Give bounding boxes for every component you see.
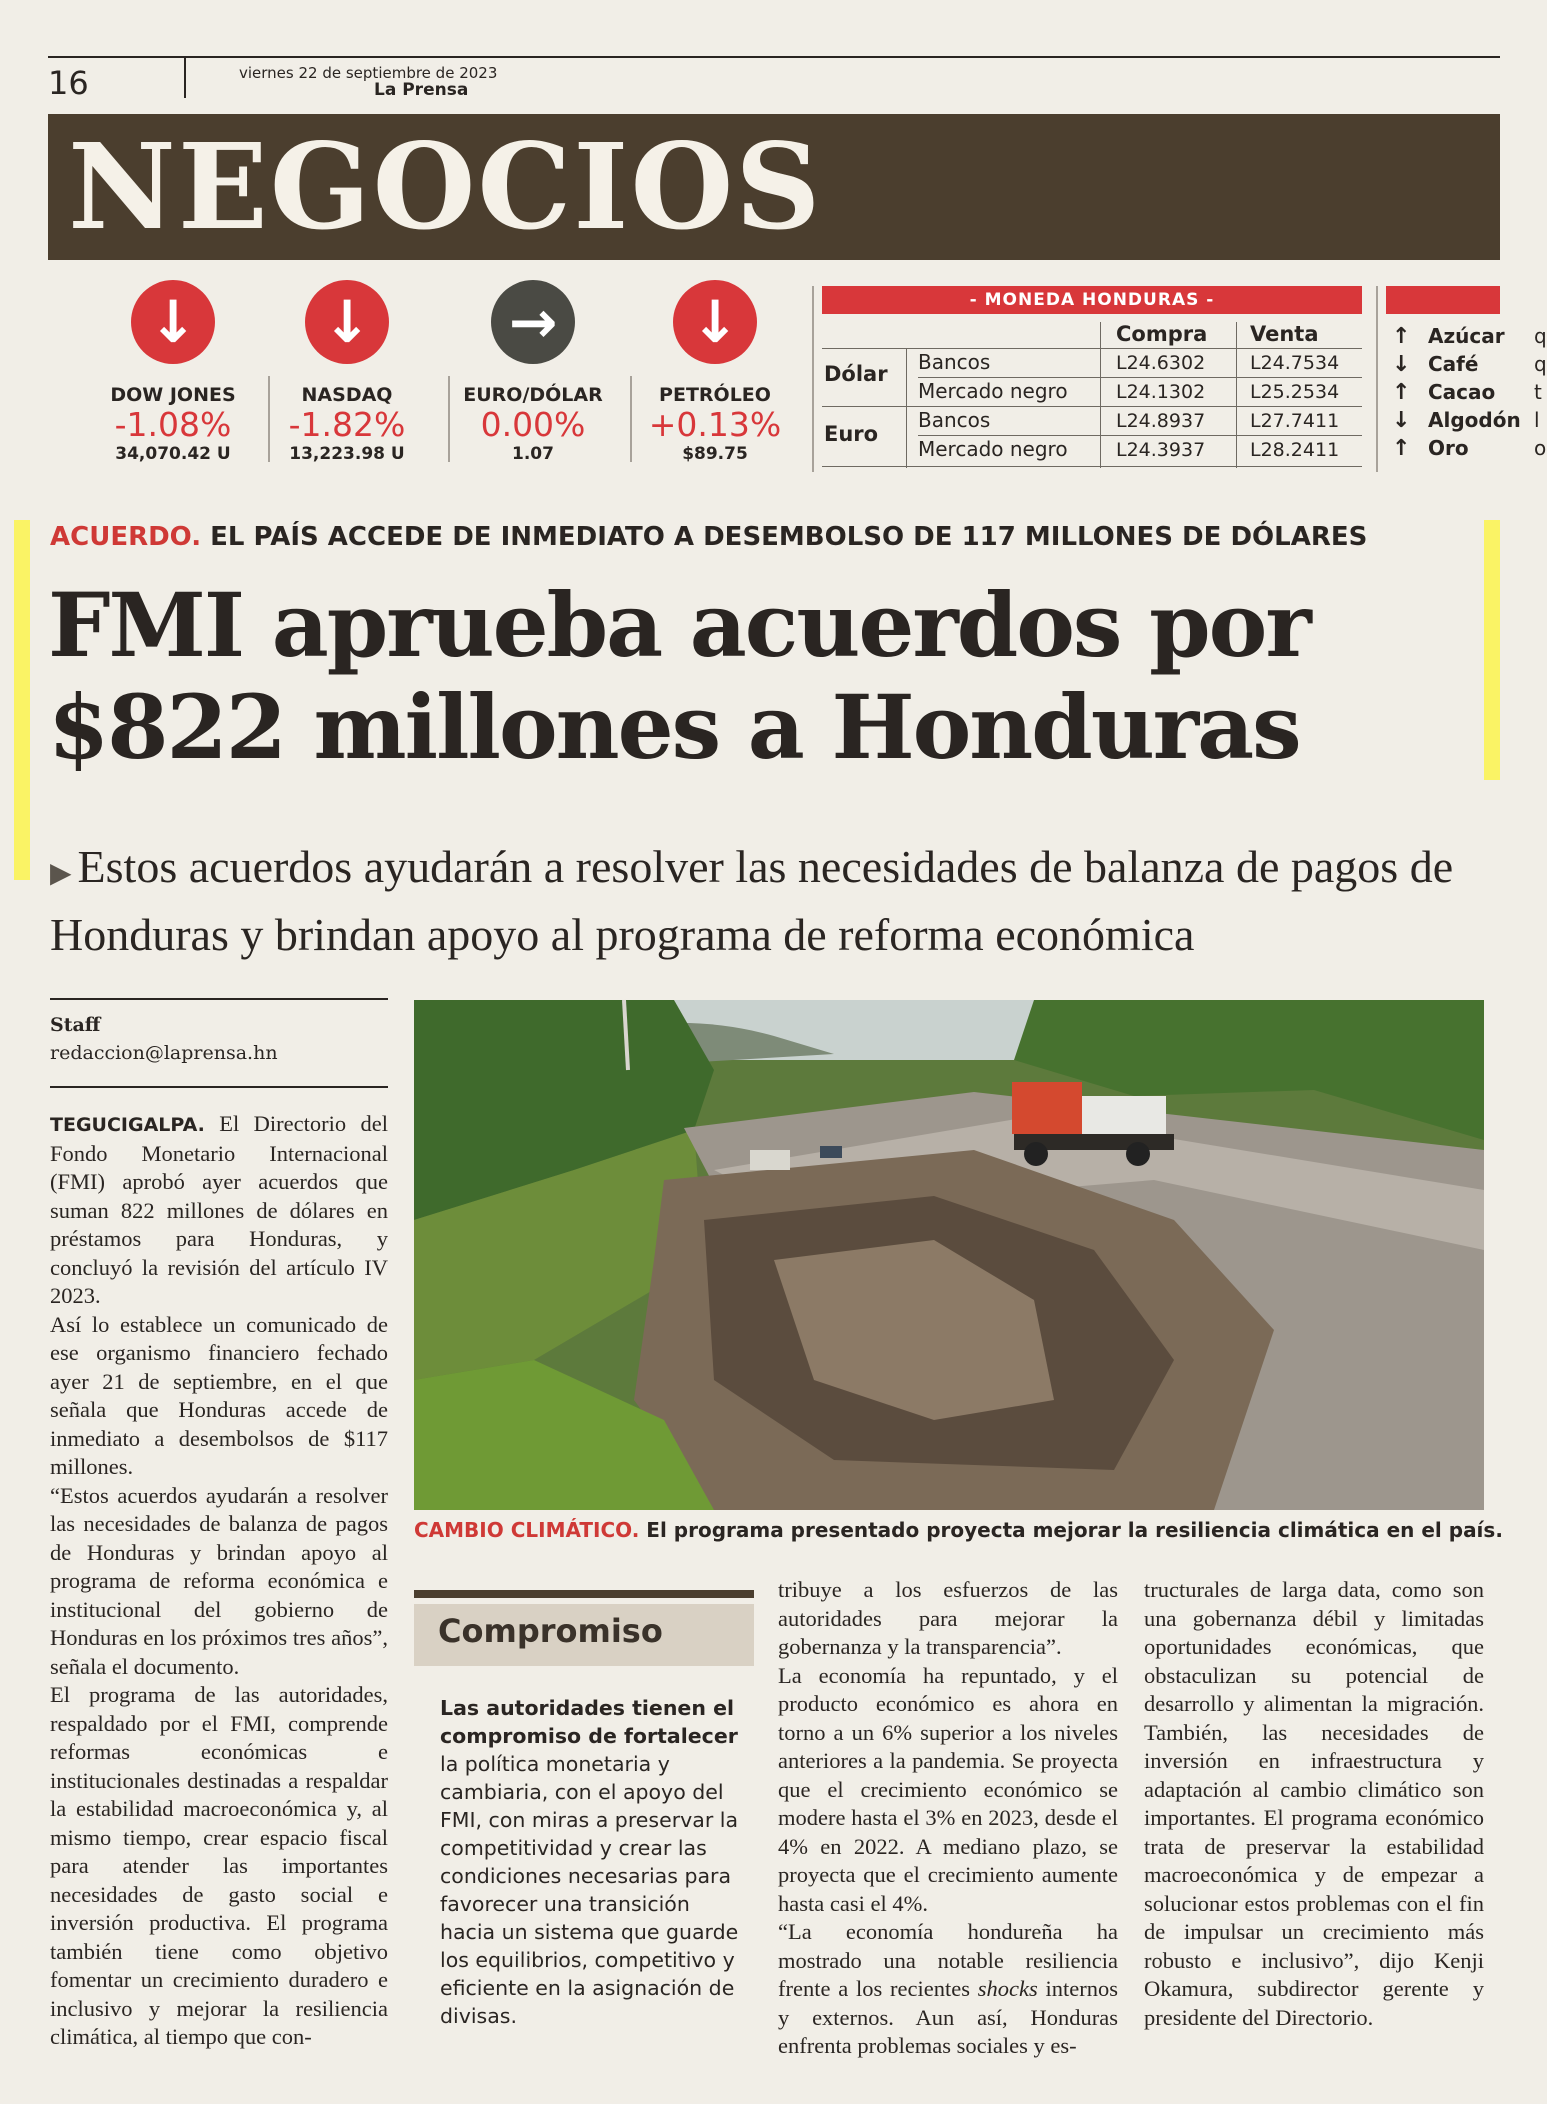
commodity-value-cut: l — [1534, 408, 1540, 432]
commodities-divider — [1376, 286, 1378, 472]
row-label: Mercado negro — [918, 437, 1068, 461]
commodity-value-cut: t — [1534, 380, 1542, 404]
arrow-up-icon: ↑ — [1392, 436, 1411, 461]
folio-divider — [184, 58, 186, 98]
column-header-buy: Compra — [1116, 322, 1208, 346]
byline-author: Staff — [50, 1014, 101, 1036]
sidebar-box-title: Compromiso — [438, 1612, 663, 1650]
commodity-value-cut: q — [1534, 324, 1547, 348]
deck-text: Estos acuerdos ayudarán a resolver las necesidades de balanza de pagos de Honduras y brindan apoyo al programa de reforma económica — [50, 841, 1454, 960]
index-change: +0.13% — [648, 405, 782, 444]
table-rule — [822, 406, 1362, 407]
newspaper-name: La Prensa — [374, 80, 469, 100]
arrow-down-circle-icon: ↓ — [673, 280, 757, 364]
kicker-label: ACUERDO. — [50, 522, 202, 552]
paragraph — [778, 1918, 1118, 2061]
byline-rule — [50, 998, 388, 1000]
sidebar-box-body: la política monetaria y cambiaria, con el apoyo del FMI, con miras a preservar la competitividad y crear las condiciones necesarias para favorecer una transición hacia un sistema que guarde los equilibrios, competitivo y eficiente en la asignación de divisas. — [440, 1752, 739, 2028]
arrow-down-circle-icon: ↓ — [305, 280, 389, 364]
index-name: NASDAQ — [301, 384, 393, 406]
commodity-name: Café — [1428, 352, 1479, 376]
currency-table-header: - MONEDA HONDURAS - — [822, 286, 1362, 314]
index-value: 1.07 — [512, 444, 554, 464]
row-label: Bancos — [918, 408, 991, 432]
rate-sell: L25.2534 — [1250, 381, 1340, 403]
commodity-name: Algodón — [1428, 408, 1521, 432]
dateline: TEGUCIGALPA. — [50, 1114, 205, 1136]
article-column-4 — [1144, 1576, 1484, 2032]
index-dow-jones — [88, 280, 258, 464]
section-title: NEGOCIOS — [68, 117, 823, 256]
index-name: DOW JONES — [110, 384, 236, 406]
rate-sell: L24.7534 — [1250, 352, 1340, 374]
index-nasdaq — [262, 280, 432, 464]
index-change: 0.00% — [480, 405, 586, 444]
index-name: PETRÓLEO — [659, 384, 771, 406]
commodity-name: Cacao — [1428, 380, 1496, 404]
section-banner — [48, 114, 1500, 260]
column-header-sell: Venta — [1250, 322, 1319, 346]
table-rule — [822, 348, 1362, 349]
index-value: $89.75 — [682, 444, 748, 464]
kicker-text: EL PAÍS ACCEDE DE INMEDIATO A DESEMBOLSO DE 117 MILLONES DE DÓLARES — [210, 522, 1368, 552]
rate-sell: L28.2411 — [1250, 439, 1340, 461]
triangle-right-icon: ▶ — [50, 856, 72, 889]
photo-caption — [414, 1518, 1503, 1542]
article-deck — [50, 836, 1490, 966]
table-rule — [918, 377, 1362, 378]
caption-text: El programa presentado proyecta mejorar la resiliencia climática en el país. — [646, 1518, 1503, 1542]
article-column-3 — [778, 1576, 1118, 2061]
table-divider — [812, 286, 814, 472]
sidebar-box-text — [440, 1694, 750, 2030]
row-label: Bancos — [918, 350, 991, 374]
table-rule — [1100, 322, 1101, 468]
commodities-list — [1316, 286, 1547, 472]
page-number: 16 — [48, 64, 89, 102]
byline-rule — [50, 1086, 388, 1088]
table-rule — [906, 348, 907, 468]
index-name: EURO/DÓLAR — [463, 384, 603, 406]
paragraph: La economía ha repuntado, y el producto económico es ahora en torno a un 6% superior a los niveles anteriores a la pandemia. Se proyecta que el crecimiento económico se modere hasta el 3% en 2023, desde el 4% en 2022. A mediano plazo, se proyecta que el crecimiento aumente hasta casi el 4%. — [778, 1662, 1118, 1916]
currency-label-dolar: Dólar — [824, 362, 888, 386]
quote-text: “La economía hondureña ha mostrado una notable resiliencia frente a los recientes — [778, 1919, 1118, 2001]
caption-label: CAMBIO CLIMÁTICO. — [414, 1518, 640, 1542]
currency-label-euro: Euro — [824, 422, 879, 446]
paragraph: “Estos acuerdos ayudarán a resolver las necesidades de balanza de pagos de Honduras y brindan apoyo al programa de reforma económica e institucional del gobierno de Honduras en los próximos tres años”, señala el documento. — [50, 1482, 388, 1679]
publication-date: viernes 22 de septiembre de 2023 — [239, 64, 498, 82]
article-photo — [414, 1000, 1484, 1510]
currency-table — [762, 286, 1366, 472]
rate-buy: L24.1302 — [1116, 381, 1206, 403]
index-change: -1.08% — [114, 405, 232, 444]
table-rule — [1236, 322, 1237, 468]
road-collapse-photo — [414, 1000, 1484, 1510]
paragraph: tructurales de larga data, como son una gobernanza débil y limitadas oportunidades económicas, que obstaculizan su potencial de desarrollo y alimentan la migración. También, las necesidades de inversión en infraestructura y adaptación al cambio climático son importantes. El programa económico trata de preservar la estabilidad macroeconómica y de empezar a solucionar estos problemas con el fin de impulsar un crecimiento más robusto e inclusivo”, dijo Kenji Okamura, subdirector gerente y presidente del Directorio. — [1144, 1577, 1484, 2030]
commodity-value-cut: q — [1534, 352, 1547, 376]
table-rule — [918, 435, 1362, 436]
table-rule — [822, 466, 1362, 467]
paragraph: Así lo establece un comunicado de ese organismo financiero fechado ayer 21 de septiembre, en el que señala que Honduras accede de inmediato a desembolsos de $117 millones. — [50, 1311, 388, 1479]
row-label: Mercado negro — [918, 379, 1068, 403]
arrow-down-circle-icon: ↓ — [131, 280, 215, 364]
arrow-up-icon: ↑ — [1392, 324, 1411, 349]
commodities-header — [1386, 286, 1500, 314]
markets-strip — [48, 272, 1547, 472]
rate-sell: L27.7411 — [1250, 410, 1340, 432]
index-value: 13,223.98 U — [289, 444, 405, 464]
arrow-down-icon: ↓ — [1392, 408, 1411, 433]
emphasis-text: shocks — [977, 1976, 1038, 2001]
rate-buy: L24.6302 — [1116, 352, 1206, 374]
article-column-1 — [50, 1110, 388, 2052]
index-euro-dolar — [448, 280, 618, 464]
highlighter-mark-left — [14, 520, 30, 880]
commodity-name: Azúcar — [1428, 324, 1505, 348]
byline-email: redaccion@laprensa.hn — [50, 1042, 278, 1064]
commodity-value-cut: o — [1534, 436, 1547, 460]
arrow-down-icon: ↓ — [1392, 352, 1411, 377]
quote-text: internos y externos. Aun así, Honduras enfrenta problemas sociales y es- — [778, 1976, 1119, 2058]
index-value: 34,070.42 U — [115, 444, 231, 464]
article-kicker — [50, 522, 1367, 552]
arrow-up-icon: ↑ — [1392, 380, 1411, 405]
paragraph: tribuye a los esfuerzos de las autoridades para mejorar la gobernanza y la transparencia”. — [778, 1577, 1118, 1659]
sidebar-box-lead: Las autoridades tienen el compromiso de fortalecer — [440, 1696, 738, 1748]
arrow-right-circle-icon: → — [491, 280, 575, 364]
paragraph: El programa de las autoridades, respaldado por el FMI, comprende reformas económicas e institucionales destinadas a respaldar la estabilidad macroeconómica y, al mismo tiempo, crear espacio fiscal para atender las importantes necesidades de gasto social e inversión productiva. El programa también tiene como objetivo fomentar un crecimiento duradero e inclusivo y mejorar la resiliencia climática, al tiempo que con- — [50, 1682, 388, 2049]
rate-buy: L24.3937 — [1116, 439, 1206, 461]
article-headline: FMI aprueba acuerdos por $822 millones a Honduras — [48, 573, 1310, 779]
sidebar-box-rule — [414, 1590, 754, 1598]
index-change: -1.82% — [288, 405, 406, 444]
page-folio — [48, 56, 1500, 100]
rate-buy: L24.8937 — [1116, 410, 1206, 432]
commodity-name: Oro — [1428, 436, 1469, 460]
paragraph: El Directorio del Fondo Monetario Internacional (FMI) aprobó ayer acuerdos que suman 822 millones de dólares en préstamos para Honduras, y concluyó la revisión del artículo IV 2023. — [50, 1111, 388, 1308]
